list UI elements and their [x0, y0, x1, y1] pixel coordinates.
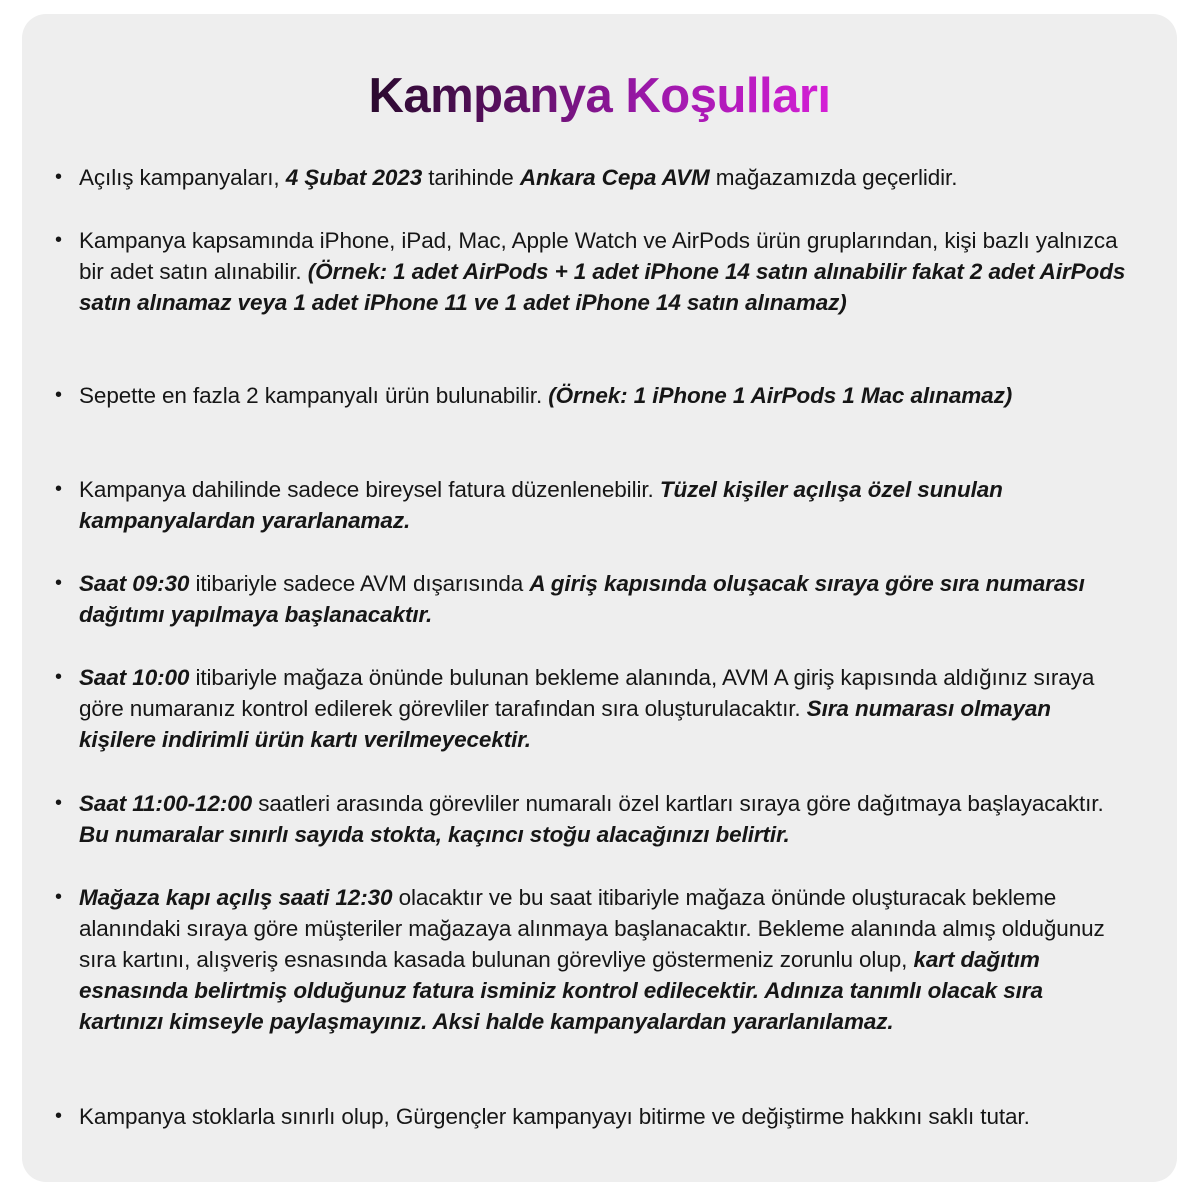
bullet-icon: •	[55, 166, 62, 188]
bullet-icon: •	[55, 792, 62, 814]
list-item: • Saat 11:00-12:00 saatleri arasında görevliler numaralı özel kartları sıraya göre dağıtmaya başlayacaktır. Bu numaralar sınırlı sayıda stokta, kaçıncı stoğu alacağınızı belirtir.	[79, 788, 1129, 850]
list-item: • Sepette en fazla 2 kampanyalı ürün bulunabilir. (Örnek: 1 iPhone 1 AirPods 1 Mac alınamaz)	[79, 380, 1129, 411]
terms-card	[22, 14, 1177, 1182]
list-item: • Mağaza kapı açılış saati 12:30 olacaktır ve bu saat itibariyle mağaza önünde oluşturacak bekleme alanındaki sıraya göre müşteriler mağazaya alınmaya başlanacaktır. Bekleme alanında almış olduğunuz sıra kartını, alışveriş esnasında kasada bulunan görevliye göstermeniz zorunlu olup, kart dağıtım esnasında belirtmiş olduğunuz fatura isminiz kontrol edilecektir. Adınıza tanımlı olacak sıra kartınızı kimseyle paylaşmayınız. Aksi halde kampanyalardan yararlanılamaz.	[79, 882, 1129, 1037]
list-item: • Kampanya dahilinde sadece bireysel fatura düzenlenebilir. Tüzel kişiler açılışa özel sunulan kampanyalardan yararlanamaz.	[79, 474, 1129, 536]
page-title: Kampanya Koşulları	[368, 69, 831, 123]
bullet-icon: •	[55, 384, 62, 406]
list-item: • Kampanya kapsamında iPhone, iPad, Mac, Apple Watch ve AirPods ürün gruplarından, kişi bazlı yalnızca bir adet satın alınabilir. (Örnek: 1 adet AirPods + 1 adet iPhone 14 satın alınabilir fakat 2 adet AirPods satın alınamaz veya 1 adet iPhone 11 ve 1 adet iPhone 14 satın alınamaz)	[79, 225, 1129, 318]
bullet-icon: •	[55, 1105, 62, 1127]
list-item: • Saat 10:00 itibariyle mağaza önünde bulunan bekleme alanında, AVM A giriş kapısında aldığınız sıraya göre numaranız kontrol edilerek görevliler tarafından sıra oluşturulacaktır. Sıra numarası olmayan kişilere indirimli ürün kartı verilmeyecektir.	[79, 662, 1129, 755]
bullet-icon: •	[55, 666, 62, 688]
list-item: • Saat 09:30 itibariyle sadece AVM dışarısında A giriş kapısında oluşacak sıraya göre sıra numarası dağıtımı yapılmaya başlanacaktır.	[79, 568, 1129, 630]
list-item: • Kampanya stoklarla sınırlı olup, Gürgençler kampanyayı bitirme ve değiştirme hakkını saklı tutar.	[79, 1101, 1129, 1132]
list-item: • Açılış kampanyaları, 4 Şubat 2023 tarihinde Ankara Cepa AVM mağazamızda geçerlidir.	[79, 162, 1129, 193]
bullet-icon: •	[55, 229, 62, 251]
bullet-icon: •	[55, 478, 62, 500]
bullet-icon: •	[55, 886, 62, 908]
bullet-icon: •	[55, 572, 62, 594]
